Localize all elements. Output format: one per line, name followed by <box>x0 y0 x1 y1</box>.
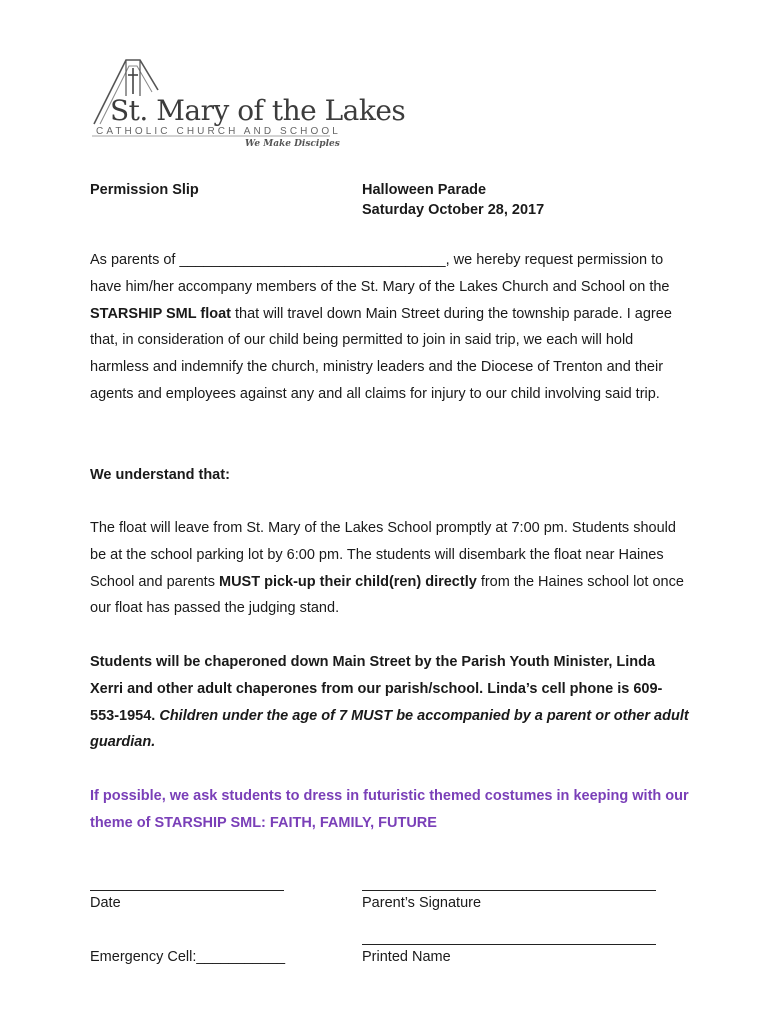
chaperone-text: Students will be chaperoned down Main Street by the Parish Youth Minister, Linda Xerri and other adult chaperones from our parish/school. Linda’s cell phone is 609-553-1954. <box>90 654 663 724</box>
emergency-cell-label: Emergency Cell:___________ <box>90 949 286 965</box>
parent-signature-line <box>362 890 656 891</box>
printed-name-label: Printed Name <box>362 949 451 965</box>
float-name: STARSHIP SML float <box>90 305 231 322</box>
printed-name-line <box>362 944 656 945</box>
costume-paragraph: If possible, we ask students to dress in futuristic themed costumes in keeping with our theme of STARSHIP SML: FAITH, FAMILY, FUTURE <box>90 788 689 831</box>
logistics-text-2: from the Haines school lot once our float has passed the judging stand. <box>90 573 684 617</box>
permission-paragraph <box>90 247 690 408</box>
parent-signature-label: Parent’s Signature <box>362 895 482 911</box>
permission-text-1: As parents of _________________________________, we hereby request permission to have him/her accompany members of the St. Mary of the Lakes Church and School on the <box>90 252 670 295</box>
date-label: Date <box>90 895 121 911</box>
church-logo <box>86 56 406 154</box>
event-date: Saturday October 28, 2017 <box>362 202 545 218</box>
date-line <box>90 890 284 891</box>
logo-tagline: We Make Disciples <box>245 139 340 149</box>
pickup-notice: MUST pick-up their child(ren) directly <box>218 573 477 590</box>
logo-subtitle: CATHOLIC CHURCH AND SCHOOL <box>96 126 341 137</box>
event-name: Halloween Parade <box>362 182 487 198</box>
age-requirement: Children under the age of 7 MUST be accompanied by a parent or other adult guardian. <box>90 707 689 751</box>
understand-heading: We understand that: <box>90 467 230 483</box>
logo-name: St. Mary of the Lakes <box>110 94 406 127</box>
document-title: Permission Slip <box>90 182 199 198</box>
permission-text-2: that will travel down Main Street during the township parade. I agree that, in consideration of our child being permitted to join in said trip, we each will hold harmless and indemnify the church, ministry leaders and the Diocese of Trenton and their agents and employees against any and all claims for injury to our child involving said trip. <box>90 305 672 402</box>
logistics-text-1: The float will leave from St. Mary of the Lakes School promptly at 7:00 pm. Students should be at the school parking lot by 6:00 pm. The students will disembark the float near Haines School and parents <box>90 520 676 590</box>
logistics-paragraph <box>90 515 690 622</box>
chaperone-paragraph <box>90 649 690 756</box>
